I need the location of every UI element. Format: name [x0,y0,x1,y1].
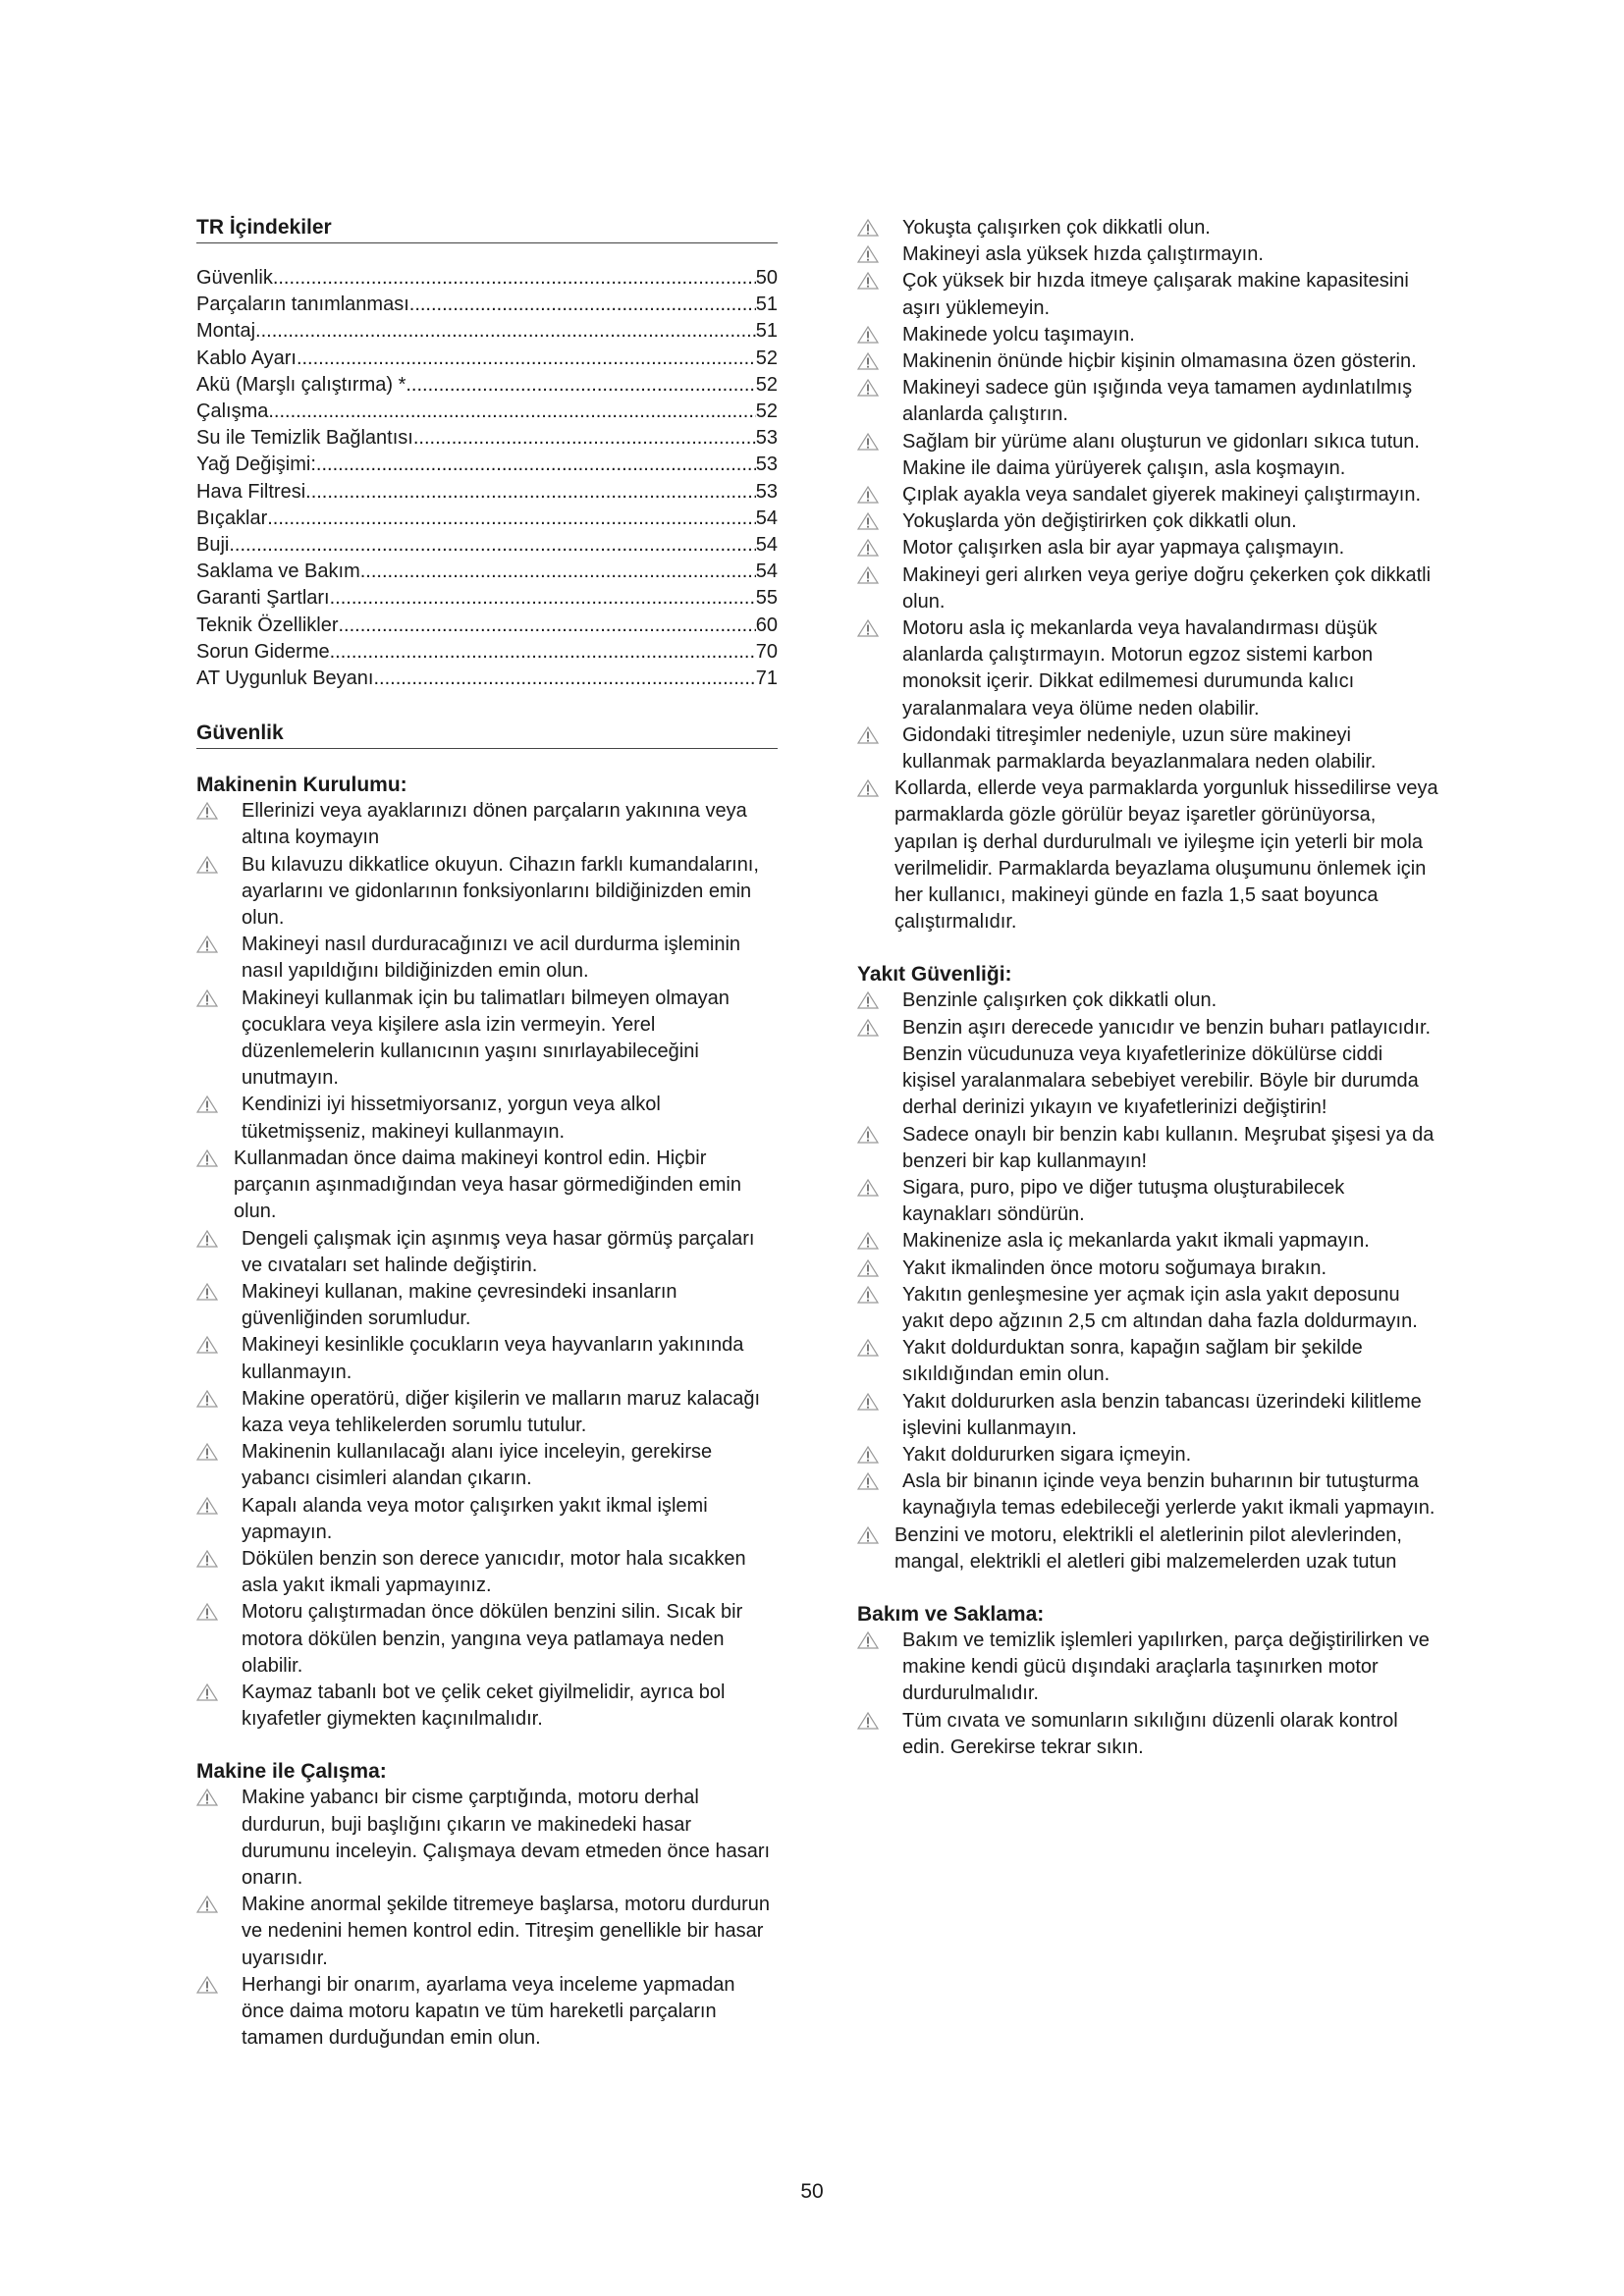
toc-leader-dots [406,372,755,399]
warning-item [857,1175,1438,1228]
toc-leader-dots [360,559,756,585]
warning-item [857,1255,1438,1282]
toc-entry-label: Hava Filtresi [196,480,306,503]
warning-item [857,1468,1438,1522]
warning-item [857,1282,1438,1335]
warning-item [196,986,778,1093]
operation-subtitle: Makine ile Çalışma: [196,1760,387,1784]
toc-entry-page: 51 [755,294,778,316]
warning-item [857,562,1438,615]
warning-triangle-icon [196,1683,218,1701]
warning-item-text: Ellerinizi veya ayaklarınızı dönen parçaların yakınına veya altına koymayın [242,800,747,849]
toc-leader-dots [305,479,756,506]
toc-entry-page: 53 [755,427,778,450]
warning-item-text: Dökülen benzin son derece yanıcıdır, motor hala sıcakken asla yakıt ikmali yapmayınız. [242,1547,746,1597]
toc-entry-label: Kablo Ayarı [196,347,297,369]
warning-item-text: Yokuşta çalışırken çok dikkatli olun. [902,217,1211,239]
warning-item-text: Makineyi kesinlikle çocukların veya hayvanların yakınında kullanmayın. [242,1334,744,1383]
toc-entry-label: Montaj [196,320,256,343]
warning-triangle-icon [196,1550,218,1568]
toc-leader-dots [229,532,755,559]
operation-continued-list [857,215,1438,935]
toc-entry-page: 52 [755,347,778,369]
warning-triangle-icon [857,1339,879,1357]
toc-entry [196,585,778,612]
toc-title: TR İçindekiler [196,214,778,243]
warning-item-text: Çok yüksek bir hızda itmeye çalışarak makine kapasitesini aşırı yüklemeyin. [902,270,1409,319]
warning-item-text: Makineyi geri alırken veya geriye doğru çekerken çok dikkatli olun. [902,563,1432,613]
warning-item-text: Makineyi kullanmak için bu talimatları bilmeyen olmayan çocuklara veya kişilere asla izin vermeyin. Yerel düzenlemelerin kullanıcının yaşını sınırlayabileceğini unutmayın. [242,987,730,1090]
warning-item-text: Kapalı alanda veya motor çalışırken yakıt ikmal işlemi yapmayın. [242,1494,708,1543]
toc-entry-label: Sorun Giderme [196,640,330,663]
warning-triangle-icon [857,1712,879,1730]
warning-item-text: Makine yabancı bir cisme çarptığında, motoru derhal durdurun, buji başlığını çıkarın ve makinedeki hasar durumunu inceleyin. Çalışmaya devam etmeden önce hasarı onarın. [242,1787,771,1889]
warning-item-text: Makineyi sadece gün ışığında veya tamamen aydınlatılmış alanlarda çalıştırın. [902,377,1413,426]
warning-item [196,1386,778,1439]
warning-triangle-icon [196,1095,218,1113]
warning-triangle-icon [196,1230,218,1248]
warning-item [196,1439,778,1492]
warning-triangle-icon [857,726,879,744]
warning-item [857,1122,1438,1175]
setup-list [196,798,778,1733]
warning-item-text: Yakıt doldururken asla benzin tabancası üzerindeki kilitleme işlevini kullanmayın. [902,1390,1422,1439]
warning-item-text: Motoru asla iç mekanlarda veya havalandırması düşük alanlarda çalıştırmayın. Motorun egzoz sistemi karbon monoksit içerir. Dikkat edilmemesi durumunda kalıcı yaralanmalara veya ölüme neden olabilir. [902,617,1378,720]
warning-triangle-icon [196,1976,218,1994]
toc-entry-page: 53 [755,480,778,503]
warning-item [857,1335,1438,1388]
warning-item-text: Kaymaz tabanlı bot ve çelik ceket giyilmelidir, ayrıca bol kıyafetler giymekten kaçınılmalıdır. [242,1681,726,1731]
toc-entry [196,372,778,399]
warning-item-text: Yakıt doldurduktan sonra, kapağın sağlam bir şekilde sıkıldığından emin olun. [902,1337,1363,1386]
toc-leader-dots [338,613,755,639]
warning-item [857,615,1438,722]
warning-item-text: Tüm cıvata ve somunların sıkılığını düzenli olarak kontrol edin. Gerekirse tekrar sıkın. [902,1709,1398,1758]
toc-entry-page: 52 [755,373,778,396]
toc-leader-dots [373,666,755,692]
warning-triangle-icon [857,326,879,344]
toc-entry-page: 53 [755,454,778,476]
toc-entry-label: Teknik Özellikler [196,614,339,636]
warning-triangle-icon [857,219,879,237]
warning-item-text: Benzinle çalışırken çok dikkatli olun. [902,989,1218,1012]
warning-item-text: Kendinizi iyi hissetmiyorsanız, yorgun veya alkol tüketmişseniz, makineyi kullanmayın. [242,1094,661,1143]
toc-list [196,265,778,692]
warning-triangle-icon [857,245,879,263]
warning-item [196,1493,778,1546]
warning-item-text: Makineyi asla yüksek hızda çalıştırmayın. [902,243,1264,266]
warning-item-text: Yakıtın genleşmesine yer açmak için asla yakıt deposunu yakıt depo ağzının 2,5 cm altından daha fazla doldurmayın. [902,1283,1418,1332]
toc-entry-page: 54 [755,507,778,529]
toc-entry [196,666,778,692]
toc-leader-dots [297,346,756,372]
warning-triangle-icon [196,802,218,820]
warning-item-text: Benzini ve motoru, elektrikli el aletlerinin pilot alevlerinden, mangal, elektrikli el aletleri gibi malzemelerden uzak tutun [894,1523,1402,1573]
warning-triangle-icon [196,1603,218,1621]
warning-item [857,429,1438,482]
warning-triangle-icon [857,566,879,584]
toc-entry-page: 50 [755,267,778,289]
toc-entry-page: 60 [755,614,778,636]
warning-item [196,932,778,985]
safety-title: Güvenlik [196,720,778,749]
warning-item-text: Asla bir binanın içinde veya benzin buharının bir tutuşturma kaynağıyla temas edebileceği yerlerde yakıt ikmali yapmayın. [902,1470,1435,1520]
warning-item [196,1785,778,1892]
toc-entry [196,425,778,452]
toc-entry [196,265,778,292]
toc-entry-label: Parçaların tanımlanması [196,294,409,316]
warning-item [196,1680,778,1733]
toc-entry-label: Su ile Temizlik Bağlantısı [196,427,413,450]
warning-item [857,508,1438,535]
warning-item [196,1226,778,1279]
warning-item-text: Herhangi bir onarım, ayarlama veya inceleme yapmadan önce daima motoru kapatın ve tüm hareketli parçaların tamamen durduğundan emin olun. [242,1973,735,2050]
operation-list [196,1785,778,2052]
warning-triangle-icon [857,379,879,397]
toc-entry-page: 54 [755,561,778,583]
warning-item [857,1628,1438,1708]
warning-item [196,1146,778,1226]
toc-entry [196,292,778,318]
warning-item [857,988,1438,1014]
warning-triangle-icon [857,1631,879,1649]
warning-item-text: Makineyi kullanan, makine çevresindeki insanların güvenliğinden sorumludur. [242,1280,677,1330]
warning-item [857,1522,1438,1575]
warning-item-text: Benzin aşırı derecede yanıcıdır ve benzin buharı patlayıcıdır. Benzin vücudunuza veya kıyafetlerinize dökülürse ciddi kişisel yaralanmalara sebebiyet verebilir. Böyle bir durumda derhal derinizi yıkayın ve kıyafetlerinizi değiştirin! [902,1016,1432,1119]
toc-leader-dots [330,639,756,666]
toc-entry [196,559,778,585]
warning-item-text: Yokuşlarda yön değiştirirken çok dikkatli olun. [902,510,1297,533]
warning-triangle-icon [857,1393,879,1411]
toc-leader-dots [273,265,756,292]
maintenance-subtitle: Bakım ve Saklama: [857,1602,1045,1626]
warning-item [857,241,1438,268]
warning-triangle-icon [196,1443,218,1461]
warning-item-text: Gidondaki titreşimler nedeniyle, uzun süre makineyi kullanmak parmaklarda beyazlanmalara neden olabilir. [902,723,1377,774]
toc-entry [196,346,778,372]
warning-item-text: Motor çalışırken asla bir ayar yapmaya çalışmayın. [902,537,1345,560]
fuel-list [857,988,1438,1575]
warning-item [857,375,1438,428]
toc-entry-page: 52 [755,400,778,423]
toc-leader-dots [267,506,756,532]
warning-item-text: Makinenin kullanılacağı alanı iyice inceleyin, gerekirse yabancı cisimleri alandan çıkarın. [242,1441,713,1490]
warning-item [196,1092,778,1145]
toc-entry-label: Yağ Değişimi: [196,454,316,476]
warning-item-text: Sağlam bir yürüme alanı oluşturun ve gidonları sıkıca tutun. Makine ile daima yürüyerek çalışın, asla koşmayın. [902,430,1420,479]
warning-item [857,1708,1438,1761]
warning-item [196,1546,778,1599]
warning-triangle-icon [857,779,879,797]
warning-item-text: Bu kılavuzu dikkatlice okuyun. Cihazın farklı kumandalarını, ayarlarını ve gidonlarının fonksiyonlarını bildiğinizden emin olun. [242,853,759,930]
warning-triangle-icon [196,1390,218,1408]
warning-triangle-icon [857,619,879,637]
warning-triangle-icon [857,433,879,451]
toc-leader-dots [413,425,756,452]
warning-triangle-icon [857,1019,879,1037]
toc-entry [196,532,778,559]
toc-entry-page: 70 [755,640,778,663]
warning-triangle-icon [857,991,879,1009]
toc-entry [196,479,778,506]
warning-item [857,722,1438,775]
toc-entry-label: Akü (Marşlı çalıştırma) * [196,373,406,396]
warning-item-text: Makine operatörü, diğer kişilerin ve malların maruz kalacağı kaza veya tehlikelerden sorumlu tutulur. [242,1387,761,1436]
warning-triangle-icon [857,1259,879,1277]
toc-entry [196,639,778,666]
warning-item [857,348,1438,375]
warning-item-text: Makinenin önünde hiçbir kişinin olmamasına özen gösterin. [902,350,1417,373]
toc-leader-dots [409,292,756,318]
warning-item [196,1972,778,2053]
fuel-subtitle: Yakıt Güvenliği: [857,963,1012,987]
warning-item-text: Makinenize asla iç mekanlarda yakıt ikmali yapmayın. [902,1230,1370,1253]
warning-item-text: Sigara, puro, pipo ve diğer tutuşma oluşturabilecek kaynakları söndürün. [902,1176,1345,1226]
warning-item [196,1332,778,1385]
warning-triangle-icon [857,1526,879,1544]
warning-item [857,215,1438,241]
warning-triangle-icon [857,1179,879,1197]
warning-item [196,798,778,851]
warning-triangle-icon [857,539,879,557]
warning-item [196,852,778,933]
warning-triangle-icon [857,352,879,370]
warning-triangle-icon [857,512,879,530]
warning-item [857,268,1438,321]
warning-triangle-icon [857,1286,879,1304]
warning-item [857,1228,1438,1255]
toc-entry-label: Garanti Şartları [196,587,330,610]
warning-item-text: Dengeli çalışmak için aşınmış veya hasar görmüş parçaları ve cıvataları set halinde değiştirin. [242,1227,755,1276]
warning-triangle-icon [196,856,218,874]
page-number: 50 [800,2180,824,2203]
toc-leader-dots [316,452,756,478]
warning-item [857,535,1438,561]
warning-item [857,1015,1438,1122]
left-column [196,214,778,2052]
warning-item-text: Kollarda, ellerde veya parmaklarda yorgunluk hissedilirse veya parmaklarda gözle görülür beyaz işaretler görünüyorsa, yapılan iş derhal durdurulmalı ve iyileşme için yeterli bir mola verilmelidir. Parmaklarda beyazlama oluşumunu önlemek için her kullanıcı, makineyi günde en fazla 1,5 saat boyunca çalıştırmalıdır. [894,777,1438,934]
toc-leader-dots [330,585,756,612]
toc-entry-label: Saklama ve Bakım [196,561,360,583]
warning-item [857,482,1438,508]
toc-entry [196,452,778,478]
warning-triangle-icon [196,1789,218,1806]
right-column [857,215,1438,1761]
toc-entry [196,318,778,345]
toc-entry-label: Bıçaklar [196,507,268,529]
toc-entry [196,506,778,532]
warning-triangle-icon [857,1446,879,1464]
warning-triangle-icon [196,1283,218,1301]
toc-entry-label: AT Uygunluk Beyanı [196,667,374,690]
warning-item-text: Makinede yolcu taşımayın. [902,323,1135,346]
toc-entry-label: Çalışma [196,400,269,423]
warning-item-text: Kullanmadan önce daima makineyi kontrol edin. Hiçbir parçanın aşınmadığından veya hasar görmediğinden emin olun. [234,1147,741,1223]
toc-entry-label: Buji [196,534,230,557]
warning-triangle-icon [857,486,879,504]
warning-item-text: Makineyi nasıl durduracağınızı ve acil durdurma işleminin nasıl yapıldığını bildiğinizden emin olun. [242,934,741,983]
warning-item-text: Çıplak ayakla veya sandalet giyerek makineyi çalıştırmayın. [902,484,1422,507]
warning-triangle-icon [857,1232,879,1250]
warning-item-text: Makine anormal şekilde titremeye başlarsa, motoru durdurun ve nedenini hemen kontrol edin. Titreşim genellikle bir hasar uyarısıdır. [242,1894,771,1969]
setup-subtitle: Makinenin Kurulumu: [196,774,407,797]
toc-entry [196,613,778,639]
toc-entry [196,399,778,425]
toc-leader-dots [255,318,756,345]
warning-triangle-icon [857,1472,879,1490]
warning-item [196,1599,778,1680]
warning-item-text: Bakım ve temizlik işlemleri yapılırken, parça değiştirilirken ve makine kendi gücü dışındaki araçlarla taşınırken motor durdurulmalıdır. [902,1629,1430,1705]
warning-item [196,1279,778,1332]
warning-item [857,322,1438,348]
warning-item [857,1389,1438,1442]
toc-leader-dots [268,399,755,425]
warning-triangle-icon [857,272,879,290]
toc-entry-label: Güvenlik [196,267,273,289]
toc-entry-page: 54 [755,534,778,557]
warning-item [196,1892,778,1972]
warning-item-text: Yakıt ikmalinden önce motoru soğumaya bırakın. [902,1256,1327,1279]
warning-triangle-icon [857,1126,879,1144]
toc-entry-page: 55 [755,587,778,610]
warning-item [857,1442,1438,1468]
warning-item-text: Sadece onaylı bir benzin kabı kullanın. Meşrubat şişesi ya da benzeri bir kap kullanmayın! [902,1123,1435,1172]
warning-triangle-icon [196,989,218,1007]
maintenance-list [857,1628,1438,1761]
warning-triangle-icon [196,1896,218,1913]
warning-triangle-icon [196,1497,218,1515]
warning-item-text: Motoru çalıştırmadan önce dökülen benzini silin. Sıcak bir motora dökülen benzin, yangına veya patlamaya neden olabilir. [242,1601,743,1677]
warning-triangle-icon [196,1149,218,1167]
warning-triangle-icon [196,1336,218,1354]
toc-entry-page: 51 [755,320,778,343]
toc-entry-page: 71 [755,667,778,690]
warning-item-text: Yakıt doldururken sigara içmeyin. [902,1443,1192,1466]
warning-triangle-icon [196,935,218,953]
warning-item [857,775,1438,935]
